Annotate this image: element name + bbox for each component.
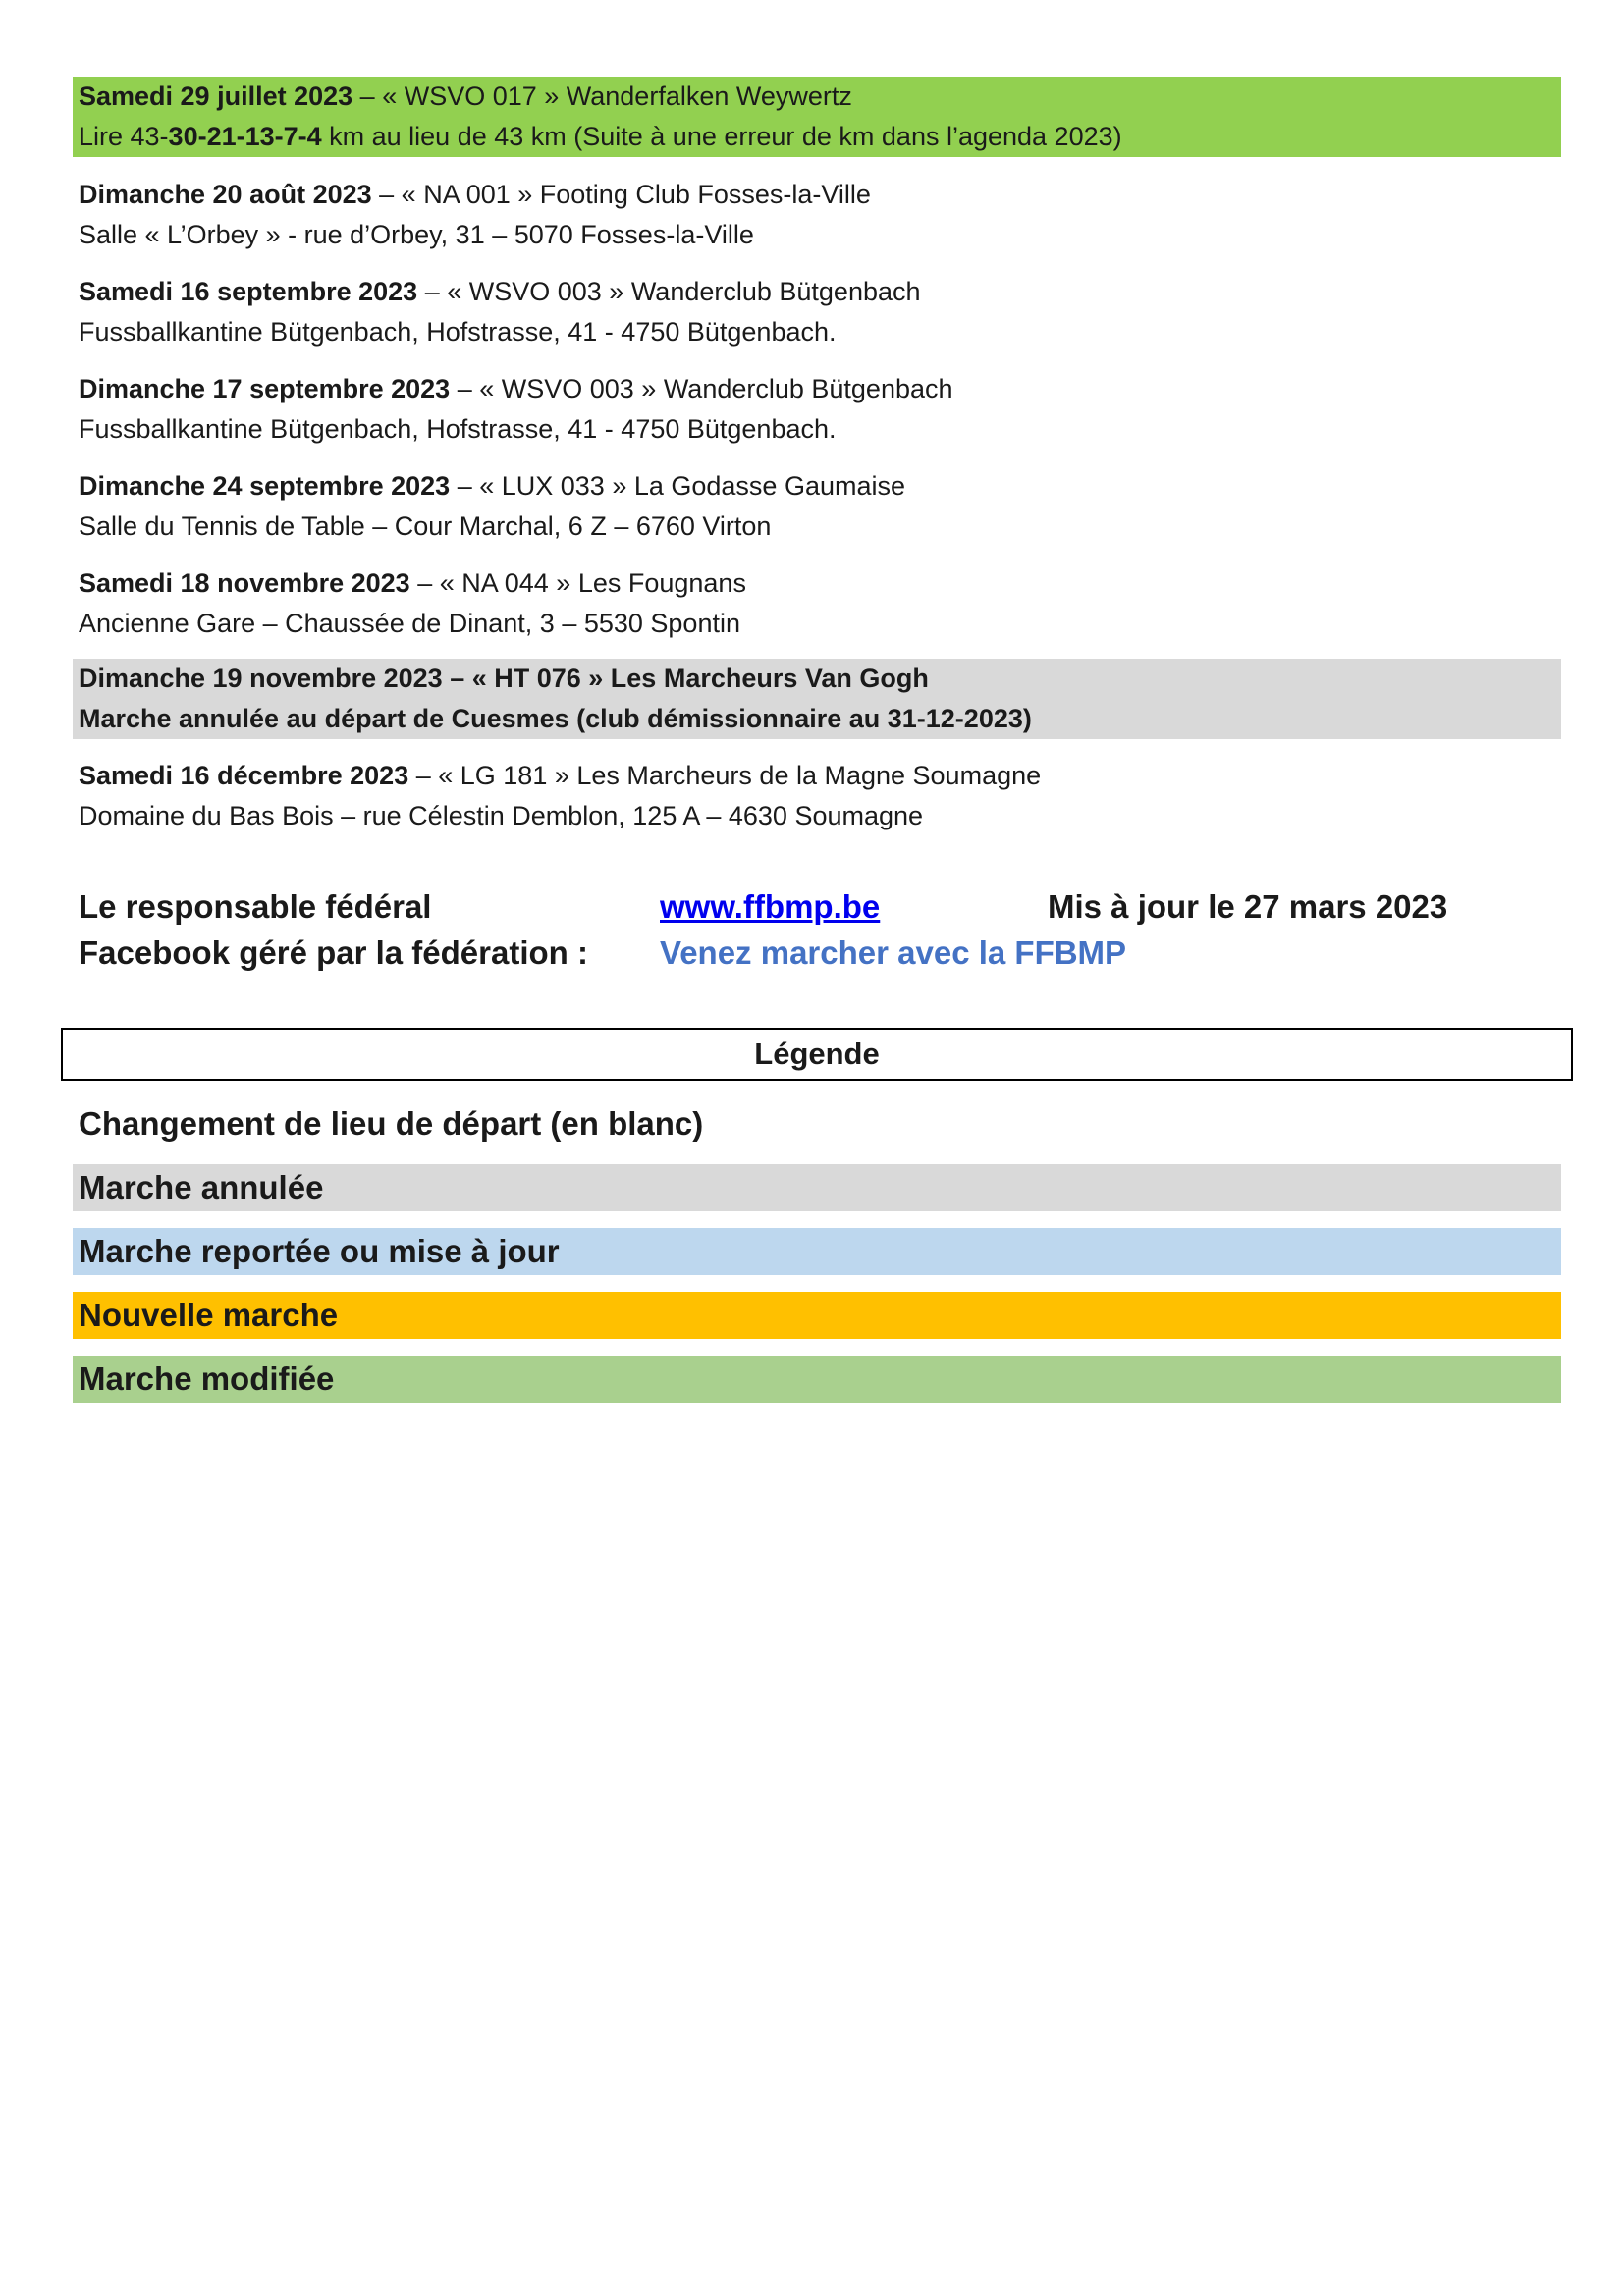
walk-entry bbox=[73, 272, 1561, 352]
entry-date: Dimanche 20 août 2023 bbox=[79, 180, 372, 209]
entry-address: Salle « L’Orbey » - rue d’Orbey, 31 – 5070 Fosses-la-Ville bbox=[79, 220, 754, 249]
entry-title-line: Samedi 18 novembre 2023 – « NA 044 » Les Fougnans bbox=[79, 568, 746, 598]
entry-title-line: Samedi 16 décembre 2023 – « LG 181 » Les Marcheurs de la Magne Soumagne bbox=[79, 761, 1042, 790]
entry-date: Samedi 29 juillet 2023 bbox=[79, 81, 353, 111]
entry-title-line: Dimanche 20 août 2023 – « NA 001 » Footing Club Fosses-la-Ville bbox=[79, 180, 871, 209]
entry-club: « WSVO 003 » Wanderclub Bütgenbach bbox=[479, 374, 953, 403]
entry-address: Domaine du Bas Bois – rue Célestin Demblon, 125 A – 4630 Soumagne bbox=[79, 801, 924, 830]
legend-item-reportee: Marche reportée ou mise à jour bbox=[73, 1228, 1561, 1275]
walk-entry bbox=[73, 466, 1561, 547]
entry-title-line: Dimanche 24 septembre 2023 – « LUX 033 » La Godasse Gaumaise bbox=[79, 471, 906, 501]
walk-entry bbox=[73, 659, 1561, 739]
website-link[interactable]: www.ffbmp.be bbox=[660, 888, 881, 925]
entry-date: Samedi 16 décembre 2023 bbox=[79, 761, 409, 790]
entry-title-line: Samedi 16 septembre 2023 – « WSVO 003 » Wanderclub Bütgenbach bbox=[79, 277, 921, 306]
entry-address: Ancienne Gare – Chaussée de Dinant, 3 – 5530 Spontin bbox=[79, 609, 740, 638]
entry-title-line: Dimanche 19 novembre 2023 – « HT 076 » Les Marcheurs Van Gogh bbox=[79, 664, 929, 693]
legend-item-changement: Changement de lieu de départ (en blanc) bbox=[79, 1105, 704, 1142]
legend-item-modifiee: Marche modifiée bbox=[73, 1356, 1561, 1403]
entry-club: « LG 181 » Les Marcheurs de la Magne Soumagne bbox=[438, 761, 1042, 790]
walk-entry bbox=[73, 369, 1561, 450]
entry-date: Dimanche 17 septembre 2023 bbox=[79, 374, 451, 403]
legend-title: Légende bbox=[61, 1028, 1573, 1081]
walk-entry bbox=[73, 563, 1561, 644]
entry-club: « NA 044 » Les Fougnans bbox=[439, 568, 746, 598]
entry-address: Fussballkantine Bütgenbach, Hofstrasse, 41 - 4750 Bütgenbach. bbox=[79, 414, 837, 444]
facebook-label: Facebook géré par la fédération : bbox=[79, 934, 588, 971]
facebook-link[interactable]: Venez marcher avec la FFBMP bbox=[660, 934, 1127, 971]
entry-date: Samedi 18 novembre 2023 bbox=[79, 568, 410, 598]
entry-detail-line: Lire 43-30-21-13-7-4 km au lieu de 43 km (Suite à une erreur de km dans l’agenda 2023) bbox=[79, 122, 1122, 151]
entry-date: Dimanche 24 septembre 2023 bbox=[79, 471, 451, 501]
walk-entry bbox=[73, 77, 1561, 157]
entry-title-line: Dimanche 17 septembre 2023 – « WSVO 003 » Wanderclub Bütgenbach bbox=[79, 374, 953, 403]
walk-entry bbox=[73, 756, 1561, 836]
entry-club: « NA 001 » Footing Club Fosses-la-Ville bbox=[401, 180, 871, 209]
entry-club: « WSVO 003 » Wanderclub Bütgenbach bbox=[447, 277, 921, 306]
entry-club: « LUX 033 » La Godasse Gaumaise bbox=[479, 471, 906, 501]
entry-title-line: Samedi 29 juillet 2023 – « WSVO 017 » Wanderfalken Weywertz bbox=[79, 81, 852, 111]
entry-club: « HT 076 » Les Marcheurs Van Gogh bbox=[471, 664, 929, 693]
legend-item-nouvelle: Nouvelle marche bbox=[73, 1292, 1561, 1339]
legend-item-annulee: Marche annulée bbox=[73, 1164, 1561, 1211]
entry-address: Marche annulée au départ de Cuesmes (club démissionnaire au 31-12-2023) bbox=[79, 704, 1032, 733]
responsable-label: Le responsable fédéral bbox=[79, 888, 432, 925]
updated-date: Mis à jour le 27 mars 2023 bbox=[1048, 888, 1448, 925]
walk-entry bbox=[73, 175, 1561, 255]
entry-date: Dimanche 19 novembre 2023 bbox=[79, 664, 443, 693]
entry-address: Fussballkantine Bütgenbach, Hofstrasse, 41 - 4750 Bütgenbach. bbox=[79, 317, 837, 347]
entry-club: « WSVO 017 » Wanderfalken Weywertz bbox=[382, 81, 852, 111]
entry-date: Samedi 16 septembre 2023 bbox=[79, 277, 418, 306]
entry-address: Salle du Tennis de Table – Cour Marchal, 6 Z – 6760 Virton bbox=[79, 511, 772, 541]
